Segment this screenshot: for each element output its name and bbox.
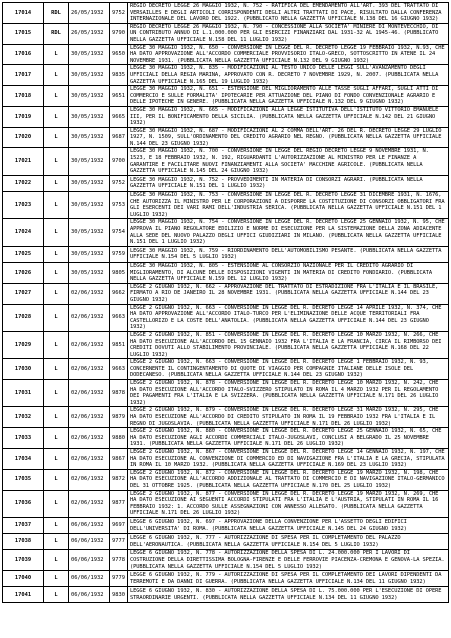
law-description: LEGGE 6 GIUGNO 1932, N. 777 - AUTORIZZAZIONE DI SPESA PER IL COMPLETAMENTO DEL PALAZZO DELL'AERONAUTICA. (PUBBLICATA NELLA GAZZETTA UFFICIALE N.154 DEL 5 LUGLIO 1932) — [128, 534, 449, 550]
law-page: 9872 — [110, 469, 128, 490]
table-row — [3, 534, 449, 550]
law-type: L — [44, 219, 69, 246]
table-row — [3, 359, 449, 380]
law-page: 9805 — [110, 262, 128, 283]
law-type: L — [44, 449, 69, 470]
table-row — [3, 550, 449, 571]
law-number: 17023 — [3, 192, 44, 219]
law-type: RDL — [44, 23, 69, 44]
law-description: LEGGE 30 MAGGIO 1932, N. 753 - CONVERSIONE IN LEGGE DEL R. DECRETO LEGGE 31 DICEMBRE 1931, N. 1676, CHE AUTORIZZA IL MINISTRO PER LE CORPORAZIONI A DISPORRE LA COSTITUZIONE DI CONSORZI OBBLIGATORI FRA GLI ESERCENTI DEI VARI RAMI DELL'INDUSTRIA SERICA. (PUBBLICATA NELLA GAZZETTA UFFICIALE N.151 DEL 1 LUGLIO 1932) — [128, 192, 449, 219]
law-type: L — [44, 44, 69, 65]
law-description: LEGGE 2 GIUGNO 1932, N. 851 - CONVERSIONE IN LEGGE DEL R. DECRETO LEGGE 10 MARZO 1932, N. 266, CHE HA DATO ESECUZIONE ALL'ACCORDO DEL 15 GENNAIO 1932 FRA L'ITALIA E LA FRANCIA, CIRCA IL RIMBORSO DEI CREDITI DOVUTI ALLO STABILIMENTO PROVINCIALE. (PUBBLICATA NELLA GAZZETTA UFFICIALE N.168 DEL 22 LUGLIO 1932) — [128, 331, 449, 358]
law-number: 17035 — [3, 469, 44, 490]
law-description: LEGGE 2 GIUGNO 1932, N. 878 - CONVERSIONE IN LEGGE DEL R. DECRETO LEGGE 10 MARZO 1932, N. 242, CHE HA DATO ESECUZIONE ALL'ACCORDO ITALO-SVIZZERO STIPULATO IN ROMA IL 4 MARZO 1932 PER IL REGOLAMENTO DEI PAGAMENTI FRA L'ITALIA E LA SVIZZERA. (PUBBLICATA NELLA GAZZETTA UFFICIALE N.171 DEL 26 LUGLIO 1932) — [128, 380, 449, 407]
law-page: 9700 — [110, 148, 128, 175]
law-date: 02/06/1932 — [69, 304, 110, 331]
law-type: RDL — [44, 3, 69, 24]
law-date: 30/05/1932 — [69, 192, 110, 219]
law-date: 02/06/1932 — [69, 407, 110, 428]
law-date: 30/05/1932 — [69, 246, 110, 262]
law-page: 9687 — [110, 127, 128, 148]
table-row — [3, 106, 449, 127]
law-date: 30/05/1932 — [69, 127, 110, 148]
law-page: 9879 — [110, 407, 128, 428]
law-type: L — [44, 86, 69, 107]
law-description: LEGGE 2 GIUGNO 1932, N. 663 - CONVERSIONE IN LEGGE DEL R. DECRETO LEGGE 14 APRILE 1932, N. 374, CHE HA DATO APPROVAZIONE ALL'ACCORDO ITALO-TURCO PER L'ELIMINAZIONE DELLE ACQUE TERRITORIALI FRA CASTELLORIZO E LA COSTE DELL'ANATOLIA. (PUBBLICATA NELLA GAZZETTA UFFICIALE N.144 DEL 23 GIUGNO 1932) — [128, 304, 449, 331]
law-description: LEGGE 2 GIUGNO 1932, N. 879 - CONVERSIONE IN LEGGE DEL R. DECRETO LEGGE 31 MARZO 1932, N. 295, CHE HA DATO ESECUZIONE ALL'ACCORDO DI CREDITO STIPULATO IN ROMA IL 19 FEBBRAIO 1932 FRA L'ITALIA E IL REGNO DI JUGOSLAVIA. (PUBBLICATA NELLA GAZZETTA UFFICIALE N.171 DEL 26 LUGLIO 1932) — [128, 407, 449, 428]
law-number: 17039 — [3, 550, 44, 571]
law-description: LEGGE 6 GIUGNO 1932, N. 778 - AUTORIZZAZIONE DELLA SPESA DI L. 24.000.000 PER I LAVORI DI COSTRUZIONE DELLA DIRETTISSIMA BOLOGNA-FIRENZE E DELLE FERROVIE PIACENZA-CREMONA E GENOVA-LA SPEZIA. (PUBBLICATA NELLA GAZZETTA UFFICIALE N.154 DEL 5 LUGLIO 1932) — [128, 550, 449, 571]
table-row — [3, 192, 449, 219]
law-date: 26/05/1932 — [69, 3, 110, 24]
law-date: 30/05/1932 — [69, 219, 110, 246]
law-number: 17018 — [3, 86, 44, 107]
law-page: 9753 — [110, 192, 128, 219]
law-type: L — [44, 246, 69, 262]
law-date: 02/06/1932 — [69, 469, 110, 490]
law-number: 17033 — [3, 428, 44, 449]
law-type: L — [44, 106, 69, 127]
table-row — [3, 246, 449, 262]
law-page: 9752 — [110, 175, 128, 191]
law-page: 9777 — [110, 534, 128, 550]
law-date: 06/06/1932 — [69, 587, 110, 603]
law-number: 17040 — [3, 571, 44, 587]
law-number: 17029 — [3, 331, 44, 358]
law-page: 9779 — [110, 571, 128, 587]
law-page: 9754 — [110, 219, 128, 246]
law-number: 17017 — [3, 65, 44, 86]
table-row — [3, 219, 449, 246]
law-page: 9851 — [110, 331, 128, 358]
law-page: 9697 — [110, 517, 128, 533]
law-page: 9663 — [110, 359, 128, 380]
law-number: 17019 — [3, 106, 44, 127]
law-type: L — [44, 428, 69, 449]
table-row — [3, 517, 449, 533]
law-date: 02/06/1932 — [69, 449, 110, 470]
law-description: LEGGE 2 GIUGNO 1932, N. 872 - CONVERSIONE IN LEGGE DEL R. DECRETO LEGGE 19 MARZO 1932, N. 198, CHE HA DATO ESECUZIONE ALL'ACCORDO ADDIZIONALE AL TRATTATO DI COMMERCIO E DI NAVIGAZIONE ITALO-GERMANICO DEL 31 OTTOBRE 1925. (PUBBLICATA NELLA GAZZETTA UFFICIALE N.170 DEL 25 LUGLIO 1932) — [128, 469, 449, 490]
law-type: L — [44, 148, 69, 175]
law-type: L — [44, 304, 69, 331]
law-number: 17032 — [3, 407, 44, 428]
law-number: 17034 — [3, 449, 44, 470]
law-date: 02/06/1932 — [69, 490, 110, 517]
law-type: L — [44, 283, 69, 304]
law-description: LEGGE 2 GIUGNO 1932, N. 867 - CONVERSIONE IN LEGGE DEL R. DECRETO LEGGE 14 GENNAIO 1932, N. 197, CHE HA DATO ESECUZIONE AL CONVENZIONE DI COMMERCIO ED DI NAVIGAZIONE FRA L'ITALIA E LA GRECIA, STIPULATA IN ROMA IL 10 MARZO 1932. (PUBBLICATA NELLA GAZZETTA UFFICIALE N.169 DEL 23 LUGLIO 1932) — [128, 449, 449, 470]
law-page: 9759 — [110, 246, 128, 262]
law-description: LEGGE 30 MAGGIO 1932, N. 687 - MODIFICAZIONI AL 2 COMMA DELL'ART. 26 DEL R. DECRETO LEGGE 29 LUGLIO 1927, N. 1509, SULL'ORDINAMENTO DEL CREDITO AGRARIO NEL REGNO. (PUBBLICATA NELLA GAZZETTA UFFICIALE N.144 DEL 23 GIUGNO 1932) — [128, 127, 449, 148]
law-date: 30/05/1932 — [69, 106, 110, 127]
law-date: 30/05/1932 — [69, 86, 110, 107]
table-row — [3, 407, 449, 428]
law-description: LEGGE 2 GIUGNO 1932, N. 880 - CONVERSIONE IN LEGGE DEL R. DECRETO LEGGE 25 GENNAIO 1932, N. 65, CHE HA DATO ESECUZIONE AGLI ACCORDI COMMERCIALI ITALO-JUGOSLAVI, CONCLUSI A BELGRADO IL 25 NOVEMBRE 1931. (PUBBLICATA NELLA GAZZETTA UFFICIALE N.171 DEL 26 LUGLIO 1932) — [128, 428, 449, 449]
law-type: L — [44, 175, 69, 191]
law-number: 17025 — [3, 246, 44, 262]
law-description: LEGGE 30 MAGGIO 1932, N. 759 - RIORDINAMENTO DELL'AUTOMOBILISMO PESANTE. (PUBBLICATA NELLA GAZZETTA UFFICIALE N.154 DEL 5 LUGLIO 1932) — [128, 246, 449, 262]
table-row — [3, 262, 449, 283]
law-number: 17021 — [3, 148, 44, 175]
law-date: 02/06/1932 — [69, 380, 110, 407]
laws-table-body — [3, 3, 449, 603]
law-date: 06/06/1932 — [69, 517, 110, 533]
law-number: 17027 — [3, 283, 44, 304]
law-type: L — [44, 407, 69, 428]
law-page: 9880 — [110, 428, 128, 449]
law-number: 17038 — [3, 534, 44, 550]
law-page: 9665 — [110, 106, 128, 127]
law-description: LEGGE 30 MAGGIO 1932, N. 754 - CONVERSIONE IN LEGGE DEL R. DECRETO LEGGE 25 GENNAIO 1932, N. 95, CHE APPROVA IL PIANO REGOLATORE EDILIZIO E NORME DI ESECUZIONE PER LA SISTEMAZIONE DELLA ZONA ADIACENTE ALLA SEDE DEL NUOVO PALAZZO DEGLI UFFICI GIUDIZIARI IN MILANO. (PUBBLICATA NELLA GAZZETTA UFFICIALE N.151 DEL 1 LUGLIO 1932) — [128, 219, 449, 246]
table-row — [3, 304, 449, 331]
laws-table — [2, 2, 449, 603]
table-row — [3, 127, 449, 148]
table-row — [3, 380, 449, 407]
law-date: 30/05/1932 — [69, 262, 110, 283]
table-row — [3, 86, 449, 107]
law-page: 9778 — [110, 550, 128, 571]
law-page: 9867 — [110, 449, 128, 470]
law-description: LEGGE 30 MAGGIO 1932, N. 665 - MODIFICAZIONI ALLA LEGGE ISTITUTIVA DELL'ISTITUTO VITTORIO EMANUELE III, PER IL BONIFICAMENTO DELLA SICILIA. (PUBBLICATA NELLA GAZZETTA UFFICIALE N.142 DEL 21 GIUGNO 1932) — [128, 106, 449, 127]
law-page: 9650 — [110, 44, 128, 65]
law-page: 9651 — [110, 86, 128, 107]
law-date: 06/06/1932 — [69, 571, 110, 587]
law-number: 17026 — [3, 262, 44, 283]
law-type: L — [44, 127, 69, 148]
law-page: 9877 — [110, 490, 128, 517]
law-description: LEGGE 30 MAGGIO 1932, N. 651 - ESTENSIONE DEL MIGLIORAMENTO ALLE TASSE SUGLI AFFARI, SUGLI ATTI DI COMMERCIO E SULLE FORMALITA' IPOTECARIE PER ATTUAZIONE DEL PIANO DI FONDO CONVENZIONALE AGRARIO E DELLE IPOTECHE IN GENERE. (PUBBLICATA NELLA GAZZETTA UFFICIALE N.132 DEL 9 GIUGNO 1932) — [128, 86, 449, 107]
law-description: LEGGE 30 MAGGIO 1932, N. 805 - ESTENSIONE AL CONSORZIO NAZIONALE PER IL CREDITO AGRARIO DI MIGLIORAMENTO, DI ALCUNE DELLE DISPOSIZIONI VIGENTI IN MATERIA DI CREDITO FONDIARIO. (PUBBLICATA NELLA GAZZETTA UFFICIALE N.159 DEL 12 LUGLIO 1932) — [128, 262, 449, 283]
law-number: 17014 — [3, 3, 44, 24]
law-date: 02/06/1932 — [69, 428, 110, 449]
law-number: 17022 — [3, 175, 44, 191]
law-type: L — [44, 550, 69, 571]
table-row — [3, 65, 449, 86]
law-description: LEGGE 6 GIUGNO 1932, N. 697 - APPROVAZIONE DELLA CONVENZIONE PER L'ASSETTO DEGLI EDIFICI DELL'UNIVERSITA' DI ROMA. (PUBBLICATA NELLA GAZZETTA UFFICIALE N.145 DEL 24 GIUGNO 1932) — [128, 517, 449, 533]
law-description: LEGGE 2 GIUGNO 1932, N. 663 - CONVERSIONE IN LEGGE DEL R. DECRETO LEGGE 1 FEBBRAIO 1932, N. 93, CONCERNENTE IL CONTINGENTAMENTO DI QUOTE DI VIAGGIO PER COMPAGNIE ITALIANE DELLE ISOLE DEL DODECANESO. (PUBBLICATA NELLA GAZZETTA UFFICIALE N.144 DEL 23 GIUGNO 1932) — [128, 359, 449, 380]
law-date: 30/05/1932 — [69, 65, 110, 86]
law-date: 30/05/1932 — [69, 44, 110, 65]
law-number: 17024 — [3, 219, 44, 246]
law-date: 02/06/1932 — [69, 283, 110, 304]
table-row — [3, 3, 449, 24]
law-number: 17030 — [3, 359, 44, 380]
law-type: L — [44, 587, 69, 603]
law-date: 02/06/1932 — [69, 359, 110, 380]
law-type: L — [44, 65, 69, 86]
law-date: 30/05/1932 — [69, 175, 110, 191]
law-page: 9790 — [110, 23, 128, 44]
table-row — [3, 571, 449, 587]
law-page: 9663 — [110, 304, 128, 331]
law-type: L — [44, 380, 69, 407]
law-page: 9752 — [110, 3, 128, 24]
law-type: L — [44, 331, 69, 358]
law-date: 30/05/1932 — [69, 148, 110, 175]
law-page: 9662 — [110, 283, 128, 304]
law-page: 9835 — [110, 65, 128, 86]
law-type: L — [44, 534, 69, 550]
law-number: 17020 — [3, 127, 44, 148]
law-number: 17016 — [3, 44, 44, 65]
table-row — [3, 175, 449, 191]
law-description: LEGGE 6 GIUGNO 1932, N. 779 - AUTORIZZAZIONE DI SPESA PER IL COMPLETAMENTO DEI LAVORI DIPENDENTI DA TERREMOTI E DA DANNI DI GUERRA. (PUBBLICATA NELLA GAZZETTA UFFICIALE N.134 DEL 11 GIUGNO 1932) — [128, 571, 449, 587]
table-row — [3, 449, 449, 470]
law-description: LEGGE 2 GIUGNO 1932, N. 662 - APPROVAZIONE DEL TRATTATO DI ESTRADIZIONE FRA L'ITALIA E IL BRASILE, FIRMATO A RIO DE JANEIRO IL 28 NOVEMBRE 1931. (PUBBLICATA NELLA GAZZETTA UFFICIALE N.144 DEL 23 GIUGNO 1932) — [128, 283, 449, 304]
table-row — [3, 44, 449, 65]
law-type: L — [44, 517, 69, 533]
law-date: 26/05/1932 — [69, 23, 110, 44]
law-number: 17015 — [3, 23, 44, 44]
law-date: 02/06/1932 — [69, 331, 110, 358]
table-row — [3, 148, 449, 175]
law-description: LEGGE 30 MAGGIO 1932, N. 650 - CONVERSIONE IN LEGGE DEL R. DECRETO LEGGE 19 FEBBRAIO 1932, N.93, CHE HA DATO APPROVAZIONE ALL'ACCORDO COMMERCIALE PROVVISORIO ITALO-GRECO, SOTTOSCRITTO IN ATENE IL 24 NOVEMBRE 1931. (PUBBLICATA NELLA GAZZETTA UFFICIALE N.132 DEL 9 GIUGNO 1932) — [128, 44, 449, 65]
table-row — [3, 490, 449, 517]
law-type: L — [44, 262, 69, 283]
law-date: 06/06/1932 — [69, 550, 110, 571]
law-type: L — [44, 359, 69, 380]
table-row — [3, 283, 449, 304]
law-number: 17031 — [3, 380, 44, 407]
law-description: LEGGE 30 MAGGIO 1932, N. 700 - CONVERSIONE IN LEGGE DEL REGIO DECRETO LEGGE 9 NOVEMBRE 1931, N. 1523, E 18 FEBBRAIO 1932, N. 192, RIGUARDANTI L'AUTORIZZAZIONE AL MINISTRO PER LE FINANZE A GARANTIRE E FACILITARE NUOVI FINANZIAMENTI ALLA SOCIETA' MACCHINE AGRICOLE. (PUBBLICATA NELLA GAZZETTA UFFICIALE N.145 DEL 24 GIUGNO 1932) — [128, 148, 449, 175]
law-type: L — [44, 192, 69, 219]
law-type: L — [44, 490, 69, 517]
law-page: 9830 — [110, 587, 128, 603]
table-row — [3, 469, 449, 490]
table-row — [3, 23, 449, 44]
law-description: LEGGE 30 MAGGIO 1932, N. 752 - PROVVEDIMENTI IN MATERIA DI CONSORZI AGRARI. (PUBBLICATA NELLA GAZZETTA UFFICIALE N.151 DEL 1 LUGLIO 1932) — [128, 175, 449, 191]
law-description: LEGGE 6 GIUGNO 1932, N. 830 - AUTORIZZAZIONE DELLA SPESA DI L. 75.000.000 PER L'ESECUZIONE DI OPERE STRAORDINARIE URGENTI. (PUBBLICATA NELLA GAZZETTA UFFICIALE N.134 DEL 11 GIUGNO 1932) — [128, 587, 449, 603]
law-number: 17036 — [3, 490, 44, 517]
table-row — [3, 587, 449, 603]
law-number: 17041 — [3, 587, 44, 603]
law-description: LEGGE 2 GIUGNO 1932, N. 877 - CONVERSIONE IN LEGGE DEL R. DECRETO LEGGE 19 MARZO 1932, N. 269, CHE HA DATO ESECUZIONE AI SEGUENTI ACCORDI STIPULATI FRA L'ITALIA E L'AUSTRIA, STIPULATI IN ROMA IL 16 FEBBRAIO 1932: 1. ACCORDO SULLE ASSEGNAZIONI CON ANNESSO ALLEGATO. (PUBBLICATA NELLA GAZZETTA UFFICIALE N.171 DEL 26 LUGLIO 1932) — [128, 490, 449, 517]
table-row — [3, 428, 449, 449]
law-description: REGIO DECRETO LEGGE 26 MAGGIO 1932, N. 790 - CONCESSIONE ALLA SOCIETA' MINIERE DI MONTEVECCHIO, DI UN CONTRIBUTO ANNUO DI L.1.000.000 PER GLI ESERCIZI FINANZIARI DAL 1931-32 AL 1945-46. (PUBBLICATO NELLA GAZZETTA UFFICIALE N.158 DEL 11 LUGLIO 1932) — [128, 23, 449, 44]
law-number: 17037 — [3, 517, 44, 533]
law-number: 17028 — [3, 304, 44, 331]
law-type: L — [44, 571, 69, 587]
law-description: REGIO DECRETO LEGGE 26 MAGGIO 1932, N. 752 - RATIFICA DEL EMENDAMENTO ALL'ART. 393 DEL TRATTATO DI VERSAILLES E DEGLI ARTICOLI CORRISPONDENTI DEGLI ALTRI TRATTATI DI PACE, RISULTATO DALLA CONFERENZA INTERNAZIONALE DEL LAVORO DEL 1922. (PUBBLICATO NELLA GAZZETTA UFFICIALE N.138 DEL 16 GIUGNO 1932) — [128, 3, 449, 24]
law-page: 9878 — [110, 380, 128, 407]
law-date: 06/06/1932 — [69, 534, 110, 550]
table-row — [3, 331, 449, 358]
law-type: L — [44, 469, 69, 490]
law-description: LEGGE 30 MAGGIO 1932, N. 835 - MODIFICAZIONI AL TESTO UNICO DELLE LEGGI SULL'AVANZAMENTO DEGLI UFFICIALI DELLA REGIA MARINA, APPROVATO CON R. DECRETO 7 NOVEMBRE 1929, N. 2007. (PUBBLICATA NELLA GAZZETTA UFFICIALE N.165 DEL 19 LUGLIO 1932) — [128, 65, 449, 86]
